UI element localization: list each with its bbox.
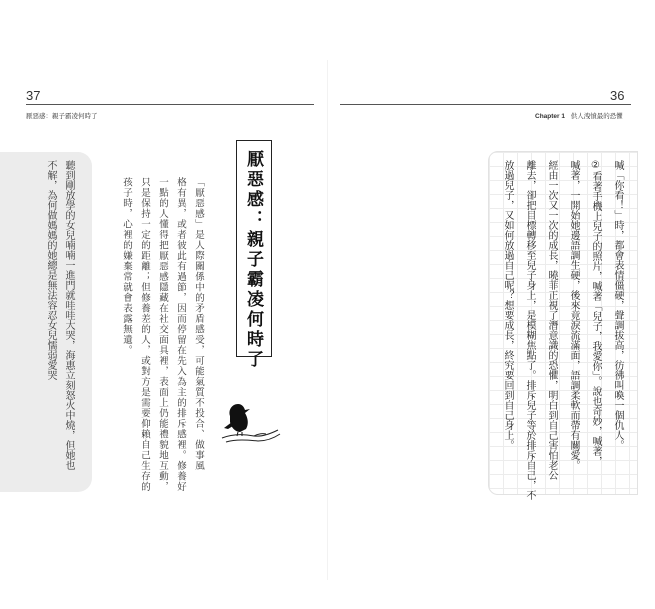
chapter-title: 厭惡感：親子霸凌何時了 (243, 150, 263, 370)
grid-column-4: 經由一次又一次的成長，曉菲正視了潛意識的恐懼，明白到自己害怕老公 (546, 160, 557, 480)
bird-icon (224, 404, 250, 436)
right-header-rule (340, 104, 631, 105)
body-column-1: 「厭惡感」是人際關係中的矛盾感受，可能氣質不投合、做事風 (193, 177, 204, 471)
side-box-column-2: 不解，為何做媽媽的她總是無法容忍女兒懦弱愛哭 (45, 160, 56, 380)
grid-column-5: 離去，卻把目標轉移至兒子身上，是模糊焦點了。排斥兒子等於排斥自己，不 (524, 160, 535, 500)
grid-column-6: 放過兒子，又如何放過自己呢？想要成長，終究要回到自己身上。 (502, 160, 513, 450)
left-header-rule (26, 104, 314, 105)
running-head-chapter: Chapter 1 (535, 113, 565, 120)
grid-column-3: 喊著，一開始她邊語調生硬，後來竟淚流滿面，語調柔軟而帶有關愛。 (568, 160, 579, 470)
body-column-4: 只是保持一定的距離；但修養差的人，或對方是需要仰賴自己生存的 (139, 177, 150, 492)
body-column-2: 格有異，或者彼此有過節，因而停留在先入為主的排斥感裡。修養好 (175, 177, 186, 492)
left-running-head: 厭惡感：親子霸凌何時了 (26, 113, 98, 120)
hand-icon (222, 430, 280, 442)
body-column-5: 孩子時，心裡的嫌棄常就會表露無遺。 (121, 177, 132, 356)
page-gutter (327, 60, 328, 580)
running-head-title: 供人洩憤最的恐懼 (570, 113, 623, 120)
bird-on-hand-illustration (218, 398, 284, 448)
left-page-number: 37 (26, 88, 41, 103)
side-box-column-1: 聽到剛放學的女兒喃喃一進門就哇哇大哭，海惠立刻怒火中燒，但她也 (63, 160, 74, 470)
grid-column-1: 喊「你看！」時，都會表情僵硬，聲調拔高，彷彿叫喚一個仇人。 (612, 160, 623, 450)
body-column-3: 一點的人懂得把厭惡感隱藏在社交面具裡，表面上仍能禮貌地互動， (157, 177, 168, 492)
grid-column-2: ②看著手機上兒子的照片，喊著「兒子，我愛你」。說也奇妙，喊著， (590, 160, 601, 466)
right-running-head (535, 111, 623, 120)
right-page-number: 36 (610, 88, 625, 103)
